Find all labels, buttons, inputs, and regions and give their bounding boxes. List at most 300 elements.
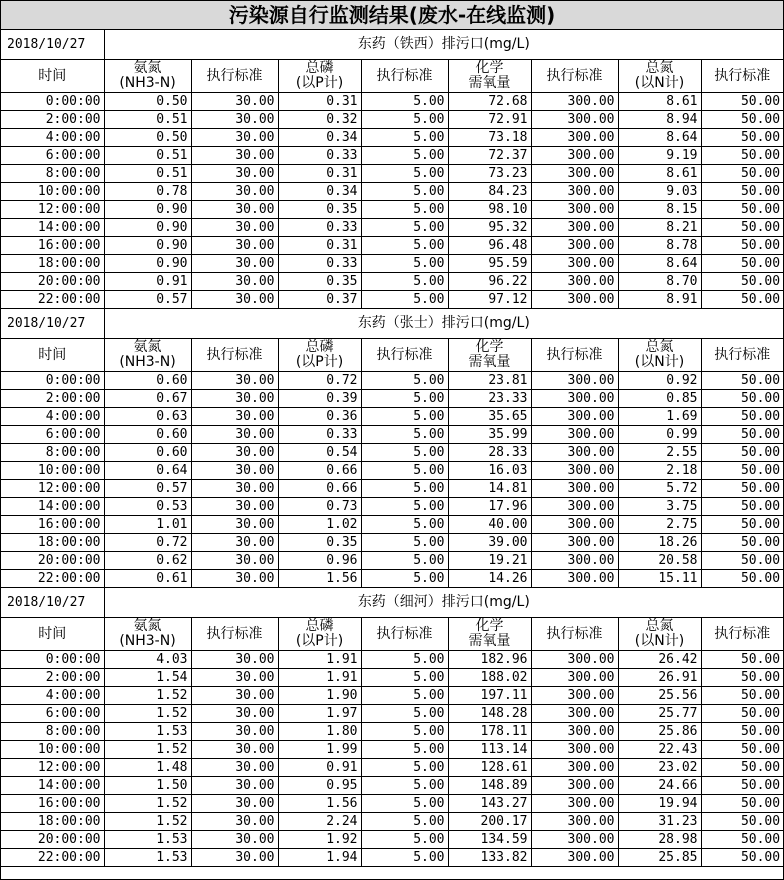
table-row <box>1 390 783 408</box>
value-cell: 8.70 <box>618 273 701 291</box>
value-cell: 50.00 <box>701 759 783 777</box>
value-cell: 97.12 <box>448 291 531 309</box>
table-row <box>1 426 783 444</box>
value-cell: 300.00 <box>531 687 618 705</box>
value-cell: 5.00 <box>361 111 448 129</box>
column-header: 执行标准 <box>531 60 618 93</box>
time-cell: 6:00:00 <box>1 147 104 165</box>
value-cell: 5.00 <box>361 372 448 390</box>
value-cell: 5.00 <box>361 444 448 462</box>
value-cell: 30.00 <box>191 705 278 723</box>
value-cell: 2.75 <box>618 516 701 534</box>
value-cell: 28.33 <box>448 444 531 462</box>
value-cell: 1.90 <box>278 687 361 705</box>
value-cell: 5.00 <box>361 129 448 147</box>
value-cell: 300.00 <box>531 219 618 237</box>
value-cell: 39.00 <box>448 534 531 552</box>
time-cell: 8:00:00 <box>1 165 104 183</box>
value-cell: 0.35 <box>278 201 361 219</box>
value-cell: 31.23 <box>618 813 701 831</box>
value-cell: 1.53 <box>104 849 191 867</box>
value-cell: 2.24 <box>278 813 361 831</box>
column-header: 时间 <box>1 339 104 372</box>
value-cell: 30.00 <box>191 777 278 795</box>
value-cell: 24.66 <box>618 777 701 795</box>
table-row <box>1 516 783 534</box>
value-cell: 0.73 <box>278 498 361 516</box>
value-cell: 300.00 <box>531 408 618 426</box>
value-cell: 30.00 <box>191 426 278 444</box>
value-cell: 8.64 <box>618 129 701 147</box>
column-header: 化学 需氧量 <box>448 60 531 93</box>
value-cell: 0.57 <box>104 291 191 309</box>
value-cell: 30.00 <box>191 741 278 759</box>
value-cell: 5.00 <box>361 390 448 408</box>
time-cell: 20:00:00 <box>1 552 104 570</box>
value-cell: 50.00 <box>701 462 783 480</box>
value-cell: 30.00 <box>191 462 278 480</box>
value-cell: 300.00 <box>531 372 618 390</box>
value-cell: 0.91 <box>104 273 191 291</box>
table-row <box>1 462 783 480</box>
value-cell: 5.72 <box>618 480 701 498</box>
value-cell: 300.00 <box>531 480 618 498</box>
value-cell: 40.00 <box>448 516 531 534</box>
value-cell: 8.64 <box>618 255 701 273</box>
value-cell: 23.02 <box>618 759 701 777</box>
value-cell: 5.00 <box>361 516 448 534</box>
time-cell: 10:00:00 <box>1 462 104 480</box>
value-cell: 8.15 <box>618 201 701 219</box>
column-header: 执行标准 <box>701 618 783 651</box>
value-cell: 30.00 <box>191 201 278 219</box>
value-cell: 8.61 <box>618 165 701 183</box>
value-cell: 8.21 <box>618 219 701 237</box>
value-cell: 5.00 <box>361 480 448 498</box>
column-header: 执行标准 <box>701 60 783 93</box>
value-cell: 30.00 <box>191 498 278 516</box>
value-cell: 18.26 <box>618 534 701 552</box>
table-row <box>1 291 783 309</box>
value-cell: 25.85 <box>618 849 701 867</box>
table-row <box>1 237 783 255</box>
value-cell: 50.00 <box>701 687 783 705</box>
time-cell: 16:00:00 <box>1 795 104 813</box>
value-cell: 300.00 <box>531 795 618 813</box>
value-cell: 30.00 <box>191 480 278 498</box>
value-cell: 1.99 <box>278 741 361 759</box>
value-cell: 0.95 <box>278 777 361 795</box>
value-cell: 0.60 <box>104 444 191 462</box>
value-cell: 1.52 <box>104 705 191 723</box>
value-cell: 0.50 <box>104 93 191 111</box>
section-outlet-title: 东药（铁西）排污口(mg/L) <box>104 30 783 60</box>
time-cell: 14:00:00 <box>1 219 104 237</box>
column-header: 氨氮 (NH3-N) <box>104 60 191 93</box>
value-cell: 300.00 <box>531 831 618 849</box>
time-cell: 2:00:00 <box>1 111 104 129</box>
value-cell: 0.85 <box>618 390 701 408</box>
time-cell: 2:00:00 <box>1 669 104 687</box>
value-cell: 50.00 <box>701 129 783 147</box>
value-cell: 50.00 <box>701 183 783 201</box>
value-cell: 1.56 <box>278 570 361 588</box>
value-cell: 72.37 <box>448 147 531 165</box>
value-cell: 0.72 <box>278 372 361 390</box>
time-cell: 2:00:00 <box>1 390 104 408</box>
value-cell: 30.00 <box>191 669 278 687</box>
column-header: 执行标准 <box>191 60 278 93</box>
value-cell: 25.77 <box>618 705 701 723</box>
time-cell: 4:00:00 <box>1 408 104 426</box>
value-cell: 30.00 <box>191 255 278 273</box>
value-cell: 30.00 <box>191 795 278 813</box>
section-header-row <box>1 588 783 618</box>
value-cell: 50.00 <box>701 444 783 462</box>
table-row <box>1 147 783 165</box>
value-cell: 0.31 <box>278 165 361 183</box>
value-cell: 30.00 <box>191 849 278 867</box>
value-cell: 50.00 <box>701 426 783 444</box>
value-cell: 0.31 <box>278 237 361 255</box>
table-row <box>1 273 783 291</box>
table-row <box>1 687 783 705</box>
section-date: 2018/10/27 <box>1 309 104 339</box>
value-cell: 182.96 <box>448 651 531 669</box>
time-cell: 8:00:00 <box>1 723 104 741</box>
value-cell: 0.92 <box>618 372 701 390</box>
value-cell: 0.90 <box>104 219 191 237</box>
value-cell: 300.00 <box>531 444 618 462</box>
table-row <box>1 129 783 147</box>
value-cell: 73.23 <box>448 165 531 183</box>
value-cell: 30.00 <box>191 165 278 183</box>
column-header: 总氮 (以N计) <box>618 339 701 372</box>
value-cell: 1.52 <box>104 741 191 759</box>
value-cell: 30.00 <box>191 570 278 588</box>
section-date: 2018/10/27 <box>1 588 104 618</box>
value-cell: 72.68 <box>448 93 531 111</box>
value-cell: 30.00 <box>191 93 278 111</box>
column-header: 执行标准 <box>361 60 448 93</box>
value-cell: 30.00 <box>191 183 278 201</box>
column-header: 总磷 (以P计) <box>278 618 361 651</box>
value-cell: 19.94 <box>618 795 701 813</box>
value-cell: 300.00 <box>531 705 618 723</box>
column-header-row <box>1 60 783 93</box>
value-cell: 148.28 <box>448 705 531 723</box>
value-cell: 5.00 <box>361 570 448 588</box>
value-cell: 0.51 <box>104 165 191 183</box>
value-cell: 2.55 <box>618 444 701 462</box>
value-cell: 300.00 <box>531 201 618 219</box>
value-cell: 30.00 <box>191 291 278 309</box>
column-header: 总磷 (以P计) <box>278 60 361 93</box>
value-cell: 0.96 <box>278 552 361 570</box>
value-cell: 300.00 <box>531 183 618 201</box>
value-cell: 50.00 <box>701 831 783 849</box>
value-cell: 300.00 <box>531 498 618 516</box>
value-cell: 50.00 <box>701 777 783 795</box>
time-cell: 0:00:00 <box>1 93 104 111</box>
time-cell: 6:00:00 <box>1 705 104 723</box>
value-cell: 300.00 <box>531 255 618 273</box>
value-cell: 96.48 <box>448 237 531 255</box>
time-cell: 22:00:00 <box>1 570 104 588</box>
value-cell: 30.00 <box>191 408 278 426</box>
value-cell: 50.00 <box>701 570 783 588</box>
time-cell: 22:00:00 <box>1 849 104 867</box>
value-cell: 23.33 <box>448 390 531 408</box>
value-cell: 28.98 <box>618 831 701 849</box>
value-cell: 143.27 <box>448 795 531 813</box>
table-row <box>1 795 783 813</box>
value-cell: 50.00 <box>701 237 783 255</box>
value-cell: 0.39 <box>278 390 361 408</box>
value-cell: 50.00 <box>701 741 783 759</box>
value-cell: 50.00 <box>701 480 783 498</box>
value-cell: 50.00 <box>701 165 783 183</box>
value-cell: 0.51 <box>104 147 191 165</box>
value-cell: 1.56 <box>278 795 361 813</box>
value-cell: 50.00 <box>701 201 783 219</box>
value-cell: 50.00 <box>701 498 783 516</box>
table-row <box>1 723 783 741</box>
table-row <box>1 651 783 669</box>
value-cell: 72.91 <box>448 111 531 129</box>
value-cell: 30.00 <box>191 129 278 147</box>
value-cell: 30.00 <box>191 390 278 408</box>
value-cell: 1.94 <box>278 849 361 867</box>
value-cell: 5.00 <box>361 651 448 669</box>
value-cell: 300.00 <box>531 552 618 570</box>
value-cell: 50.00 <box>701 516 783 534</box>
value-cell: 0.35 <box>278 273 361 291</box>
time-cell: 20:00:00 <box>1 831 104 849</box>
value-cell: 0.34 <box>278 129 361 147</box>
column-header: 时间 <box>1 60 104 93</box>
value-cell: 1.52 <box>104 813 191 831</box>
value-cell: 5.00 <box>361 831 448 849</box>
value-cell: 20.58 <box>618 552 701 570</box>
value-cell: 178.11 <box>448 723 531 741</box>
value-cell: 300.00 <box>531 111 618 129</box>
column-header: 总氮 (以N计) <box>618 60 701 93</box>
value-cell: 50.00 <box>701 705 783 723</box>
value-cell: 300.00 <box>531 237 618 255</box>
time-cell: 14:00:00 <box>1 777 104 795</box>
value-cell: 0.61 <box>104 570 191 588</box>
value-cell: 0.33 <box>278 255 361 273</box>
value-cell: 14.26 <box>448 570 531 588</box>
value-cell: 30.00 <box>191 219 278 237</box>
value-cell: 2.18 <box>618 462 701 480</box>
value-cell: 5.00 <box>361 552 448 570</box>
time-cell: 6:00:00 <box>1 426 104 444</box>
value-cell: 300.00 <box>531 651 618 669</box>
table-row <box>1 408 783 426</box>
value-cell: 133.82 <box>448 849 531 867</box>
value-cell: 15.11 <box>618 570 701 588</box>
value-cell: 5.00 <box>361 813 448 831</box>
value-cell: 300.00 <box>531 777 618 795</box>
table-row <box>1 570 783 588</box>
value-cell: 30.00 <box>191 516 278 534</box>
value-cell: 5.00 <box>361 741 448 759</box>
value-cell: 0.57 <box>104 480 191 498</box>
value-cell: 134.59 <box>448 831 531 849</box>
value-cell: 50.00 <box>701 111 783 129</box>
column-header: 执行标准 <box>361 618 448 651</box>
value-cell: 30.00 <box>191 687 278 705</box>
value-cell: 30.00 <box>191 723 278 741</box>
table-row <box>1 165 783 183</box>
value-cell: 5.00 <box>361 408 448 426</box>
value-cell: 50.00 <box>701 534 783 552</box>
table-row <box>1 444 783 462</box>
value-cell: 300.00 <box>531 93 618 111</box>
table-row <box>1 669 783 687</box>
value-cell: 1.91 <box>278 669 361 687</box>
time-cell: 18:00:00 <box>1 255 104 273</box>
value-cell: 5.00 <box>361 93 448 111</box>
value-cell: 35.65 <box>448 408 531 426</box>
value-cell: 95.32 <box>448 219 531 237</box>
value-cell: 0.34 <box>278 183 361 201</box>
value-cell: 0.90 <box>104 237 191 255</box>
time-cell: 0:00:00 <box>1 651 104 669</box>
value-cell: 1.92 <box>278 831 361 849</box>
value-cell: 5.00 <box>361 534 448 552</box>
value-cell: 35.99 <box>448 426 531 444</box>
section-date: 2018/10/27 <box>1 30 104 60</box>
value-cell: 300.00 <box>531 570 618 588</box>
time-cell: 0:00:00 <box>1 372 104 390</box>
value-cell: 0.50 <box>104 129 191 147</box>
column-header: 执行标准 <box>701 339 783 372</box>
value-cell: 300.00 <box>531 291 618 309</box>
value-cell: 5.00 <box>361 426 448 444</box>
value-cell: 0.31 <box>278 93 361 111</box>
value-cell: 30.00 <box>191 552 278 570</box>
value-cell: 0.90 <box>104 201 191 219</box>
value-cell: 50.00 <box>701 669 783 687</box>
table-row <box>1 93 783 111</box>
value-cell: 25.86 <box>618 723 701 741</box>
table-row <box>1 255 783 273</box>
value-cell: 0.53 <box>104 498 191 516</box>
value-cell: 5.00 <box>361 849 448 867</box>
value-cell: 300.00 <box>531 462 618 480</box>
table-row <box>1 705 783 723</box>
table-row <box>1 741 783 759</box>
value-cell: 4.03 <box>104 651 191 669</box>
value-cell: 188.02 <box>448 669 531 687</box>
value-cell: 5.00 <box>361 255 448 273</box>
column-header: 化学 需氧量 <box>448 618 531 651</box>
value-cell: 1.48 <box>104 759 191 777</box>
value-cell: 1.01 <box>104 516 191 534</box>
value-cell: 1.02 <box>278 516 361 534</box>
value-cell: 5.00 <box>361 759 448 777</box>
value-cell: 5.00 <box>361 219 448 237</box>
time-cell: 10:00:00 <box>1 741 104 759</box>
value-cell: 5.00 <box>361 795 448 813</box>
value-cell: 30.00 <box>191 813 278 831</box>
column-header: 执行标准 <box>531 339 618 372</box>
value-cell: 50.00 <box>701 219 783 237</box>
value-cell: 30.00 <box>191 444 278 462</box>
column-header: 执行标准 <box>191 618 278 651</box>
value-cell: 30.00 <box>191 831 278 849</box>
column-header: 总氮 (以N计) <box>618 618 701 651</box>
table-row <box>1 813 783 831</box>
value-cell: 0.32 <box>278 111 361 129</box>
value-cell: 0.36 <box>278 408 361 426</box>
table-row <box>1 759 783 777</box>
time-cell: 18:00:00 <box>1 534 104 552</box>
column-header: 氨氮 (NH3-N) <box>104 339 191 372</box>
value-cell: 0.78 <box>104 183 191 201</box>
column-header: 氨氮 (NH3-N) <box>104 618 191 651</box>
value-cell: 9.19 <box>618 147 701 165</box>
value-cell: 300.00 <box>531 741 618 759</box>
value-cell: 26.42 <box>618 651 701 669</box>
column-header: 执行标准 <box>191 339 278 372</box>
time-cell: 20:00:00 <box>1 273 104 291</box>
value-cell: 0.99 <box>618 426 701 444</box>
value-cell: 1.50 <box>104 777 191 795</box>
value-cell: 16.03 <box>448 462 531 480</box>
value-cell: 50.00 <box>701 408 783 426</box>
time-cell: 16:00:00 <box>1 516 104 534</box>
value-cell: 5.00 <box>361 291 448 309</box>
monitoring-table <box>1 30 783 867</box>
value-cell: 5.00 <box>361 777 448 795</box>
time-cell: 18:00:00 <box>1 813 104 831</box>
report-title: 污染源自行监测结果(废水-在线监测) <box>1 1 783 30</box>
value-cell: 9.03 <box>618 183 701 201</box>
value-cell: 0.91 <box>278 759 361 777</box>
value-cell: 50.00 <box>701 651 783 669</box>
value-cell: 0.51 <box>104 111 191 129</box>
value-cell: 19.21 <box>448 552 531 570</box>
value-cell: 300.00 <box>531 147 618 165</box>
value-cell: 17.96 <box>448 498 531 516</box>
value-cell: 30.00 <box>191 759 278 777</box>
value-cell: 300.00 <box>531 129 618 147</box>
value-cell: 14.81 <box>448 480 531 498</box>
value-cell: 50.00 <box>701 795 783 813</box>
value-cell: 5.00 <box>361 462 448 480</box>
value-cell: 1.91 <box>278 651 361 669</box>
value-cell: 30.00 <box>191 651 278 669</box>
value-cell: 1.54 <box>104 669 191 687</box>
value-cell: 300.00 <box>531 516 618 534</box>
column-header: 化学 需氧量 <box>448 339 531 372</box>
value-cell: 8.78 <box>618 237 701 255</box>
table-row <box>1 111 783 129</box>
value-cell: 113.14 <box>448 741 531 759</box>
table-row <box>1 498 783 516</box>
value-cell: 50.00 <box>701 390 783 408</box>
value-cell: 50.00 <box>701 291 783 309</box>
value-cell: 30.00 <box>191 534 278 552</box>
value-cell: 1.53 <box>104 831 191 849</box>
table-row <box>1 219 783 237</box>
table-row <box>1 480 783 498</box>
time-cell: 14:00:00 <box>1 498 104 516</box>
